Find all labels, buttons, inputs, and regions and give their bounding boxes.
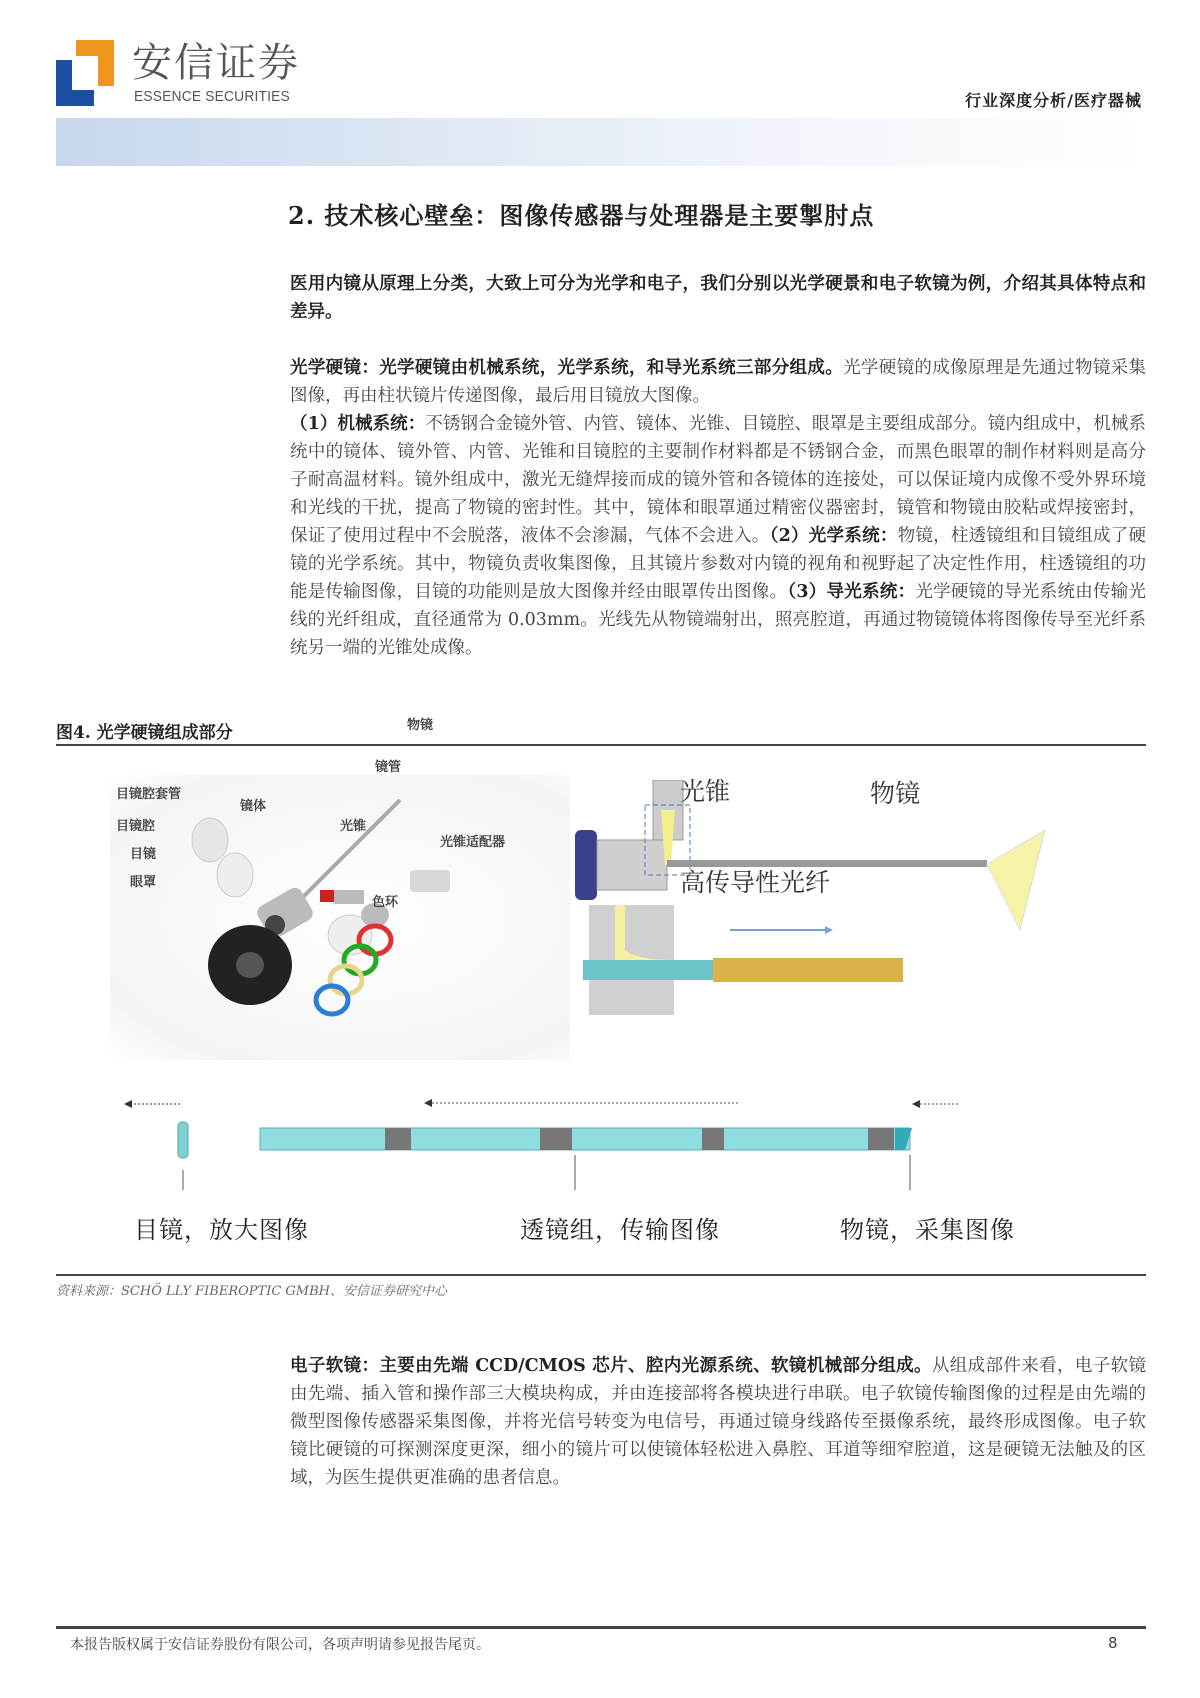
label-lens-group-transmit: 透镜组，传输图像 [520,1216,720,1244]
label-tube: 镜管 [375,760,402,775]
label-eyepiece-magnify: 目镜，放大图像 [134,1216,309,1244]
label-light-cone: 光锥 [340,819,367,834]
figure-title: 图4. 光学硬镜组成部分 [56,723,233,743]
mechanical-text: 不锈钢合金镜外管、内管、镜体、光锥、目镜腔、眼罩是主要组成部分。镜内组成中，机械系统中的镜体、镜外管、内管、光锥和目镜腔的主要制作材料都是不锈钢合金，而黑色眼罩的制作材料则是高分子耐高温材料。镜外组成中，激光无缝焊接而成的镜外管和各镜体的连接处，可以保证境内成像不受外界环境和光线的干扰，提高了物镜的密封性。其中，镜体和眼罩通过精密仪器密封，镜管和物镜由胶粘或焊接密封，保证了使用过程中不会脱落，液体不会渗漏，气体不会进入。 [290,414,1146,546]
label-objective-large: 物镜 [870,779,921,808]
light-guide-illustration [575,780,1085,1045]
label-eyepiece-cavity: 目镜腔 [116,819,156,834]
label-eyepiece-sleeve: 目镜腔套管 [116,787,182,802]
electronic-scope-paragraph [290,1352,1146,1492]
figure-top-rule [56,744,1146,746]
logo-english-name: ESSENCE SECURITIES [134,88,290,105]
optical-intro: 光学硬镜的成像原理是先通过物镜采集图像，再由柱状镜片传递图像，最后用目镜放大图像。 [290,358,1147,406]
optical-intro-paragraph [290,354,1146,410]
label-scope-body: 镜体 [240,799,267,814]
logo-chinese-name: 安信证券 [132,40,300,86]
figure-source: 资料来源：SCHÖ LLY FIBEROPTIC GMBH、安信证券研究中心 [56,1284,447,1299]
label-eyepiece: 目镜 [130,847,157,862]
footer-copyright: 本报告版权属于安信证券股份有限公司，各项声明请参见报告尾页。 [70,1637,490,1653]
electronic-heading: 电子软镜：主要由先端 CCD/CMOS 芯片、腔内光源系统、软镜机械部分组成。 [290,1356,932,1376]
lead-paragraph: 医用内镜从原理上分类，大致上可分为光学和电子，我们分别以光学硬景和电子软镜为例，介绍其具体特点和差异。 [290,274,1146,322]
label-objective-capture: 物镜，采集图像 [840,1216,1015,1244]
optical-heading: 光学硬镜：光学硬镜由机械系统，光学系统，和导光系统三部分组成。 [290,358,844,378]
light-guide-diagram [575,777,1085,1045]
electronic-text: 从组成部件来看，电子软镜由先端、插入管和操作部三大模块构成，并由连接部将各模块进行串联。电子软镜传输图像的过程是由先端的微型图像传感器采集图像，并将光信号转变为电信号，再通过镜身线路传至摄像系统，最终形成图像。电子软镜比硬镜的可探测深度更深，细小的镜片可以使镜体轻松进入鼻腔、耳道等细窄腔道，这是硬镜无法触及的区域，为医生提供更准确的患者信息。 [290,1356,1147,1488]
section-title: 2. 技术核心壁垒：图像传感器与处理器是主要掣肘点 [288,201,875,230]
label-eyecup: 眼罩 [130,875,157,890]
optical-path-illustration [120,1090,1090,1190]
optical-system-label: （2）光学系统： [769,526,898,546]
header-band [56,118,1146,166]
optical-path-diagram [120,1090,1090,1250]
mechanical-label: （1）机械系统： [290,414,426,434]
optical-system-text: 物镜，柱透镜组和目镜组成了硬镜的光学系统。其中，物镜负责收集图像，且其镜片参数对内镜的视角和视野起了决定性作用，柱透镜组的功能是传输图像，目镜的功能则是放大图像并经由眼罩传出图像。 [290,526,1147,602]
essence-logo-icon [56,40,114,106]
label-light-cone-large: 光锥 [680,777,731,806]
label-objective: 物镜 [407,718,434,733]
optical-detail-paragraph [290,410,1146,662]
figure-bottom-rule [56,1274,1146,1276]
label-color-rings: 色环 [372,895,399,910]
label-cone-adapter: 光锥适配器 [440,835,506,850]
label-fiber: 高传导性光纤 [680,868,831,897]
page-number: 8 [1108,1634,1118,1652]
light-guide-text: 光学硬镜的导光系统由传输光线的光纤组成，直径通常为 0.03mm。光线先从物镜端射出，照亮腔道，再通过物镜镜体将图像传导至光纤系统另一端的光锥处成像。 [290,582,1146,658]
report-category: 行业深度分析/医疗器械 [965,91,1142,110]
light-guide-label: （3）导光系统： [787,582,916,602]
footer-rule [56,1626,1146,1629]
